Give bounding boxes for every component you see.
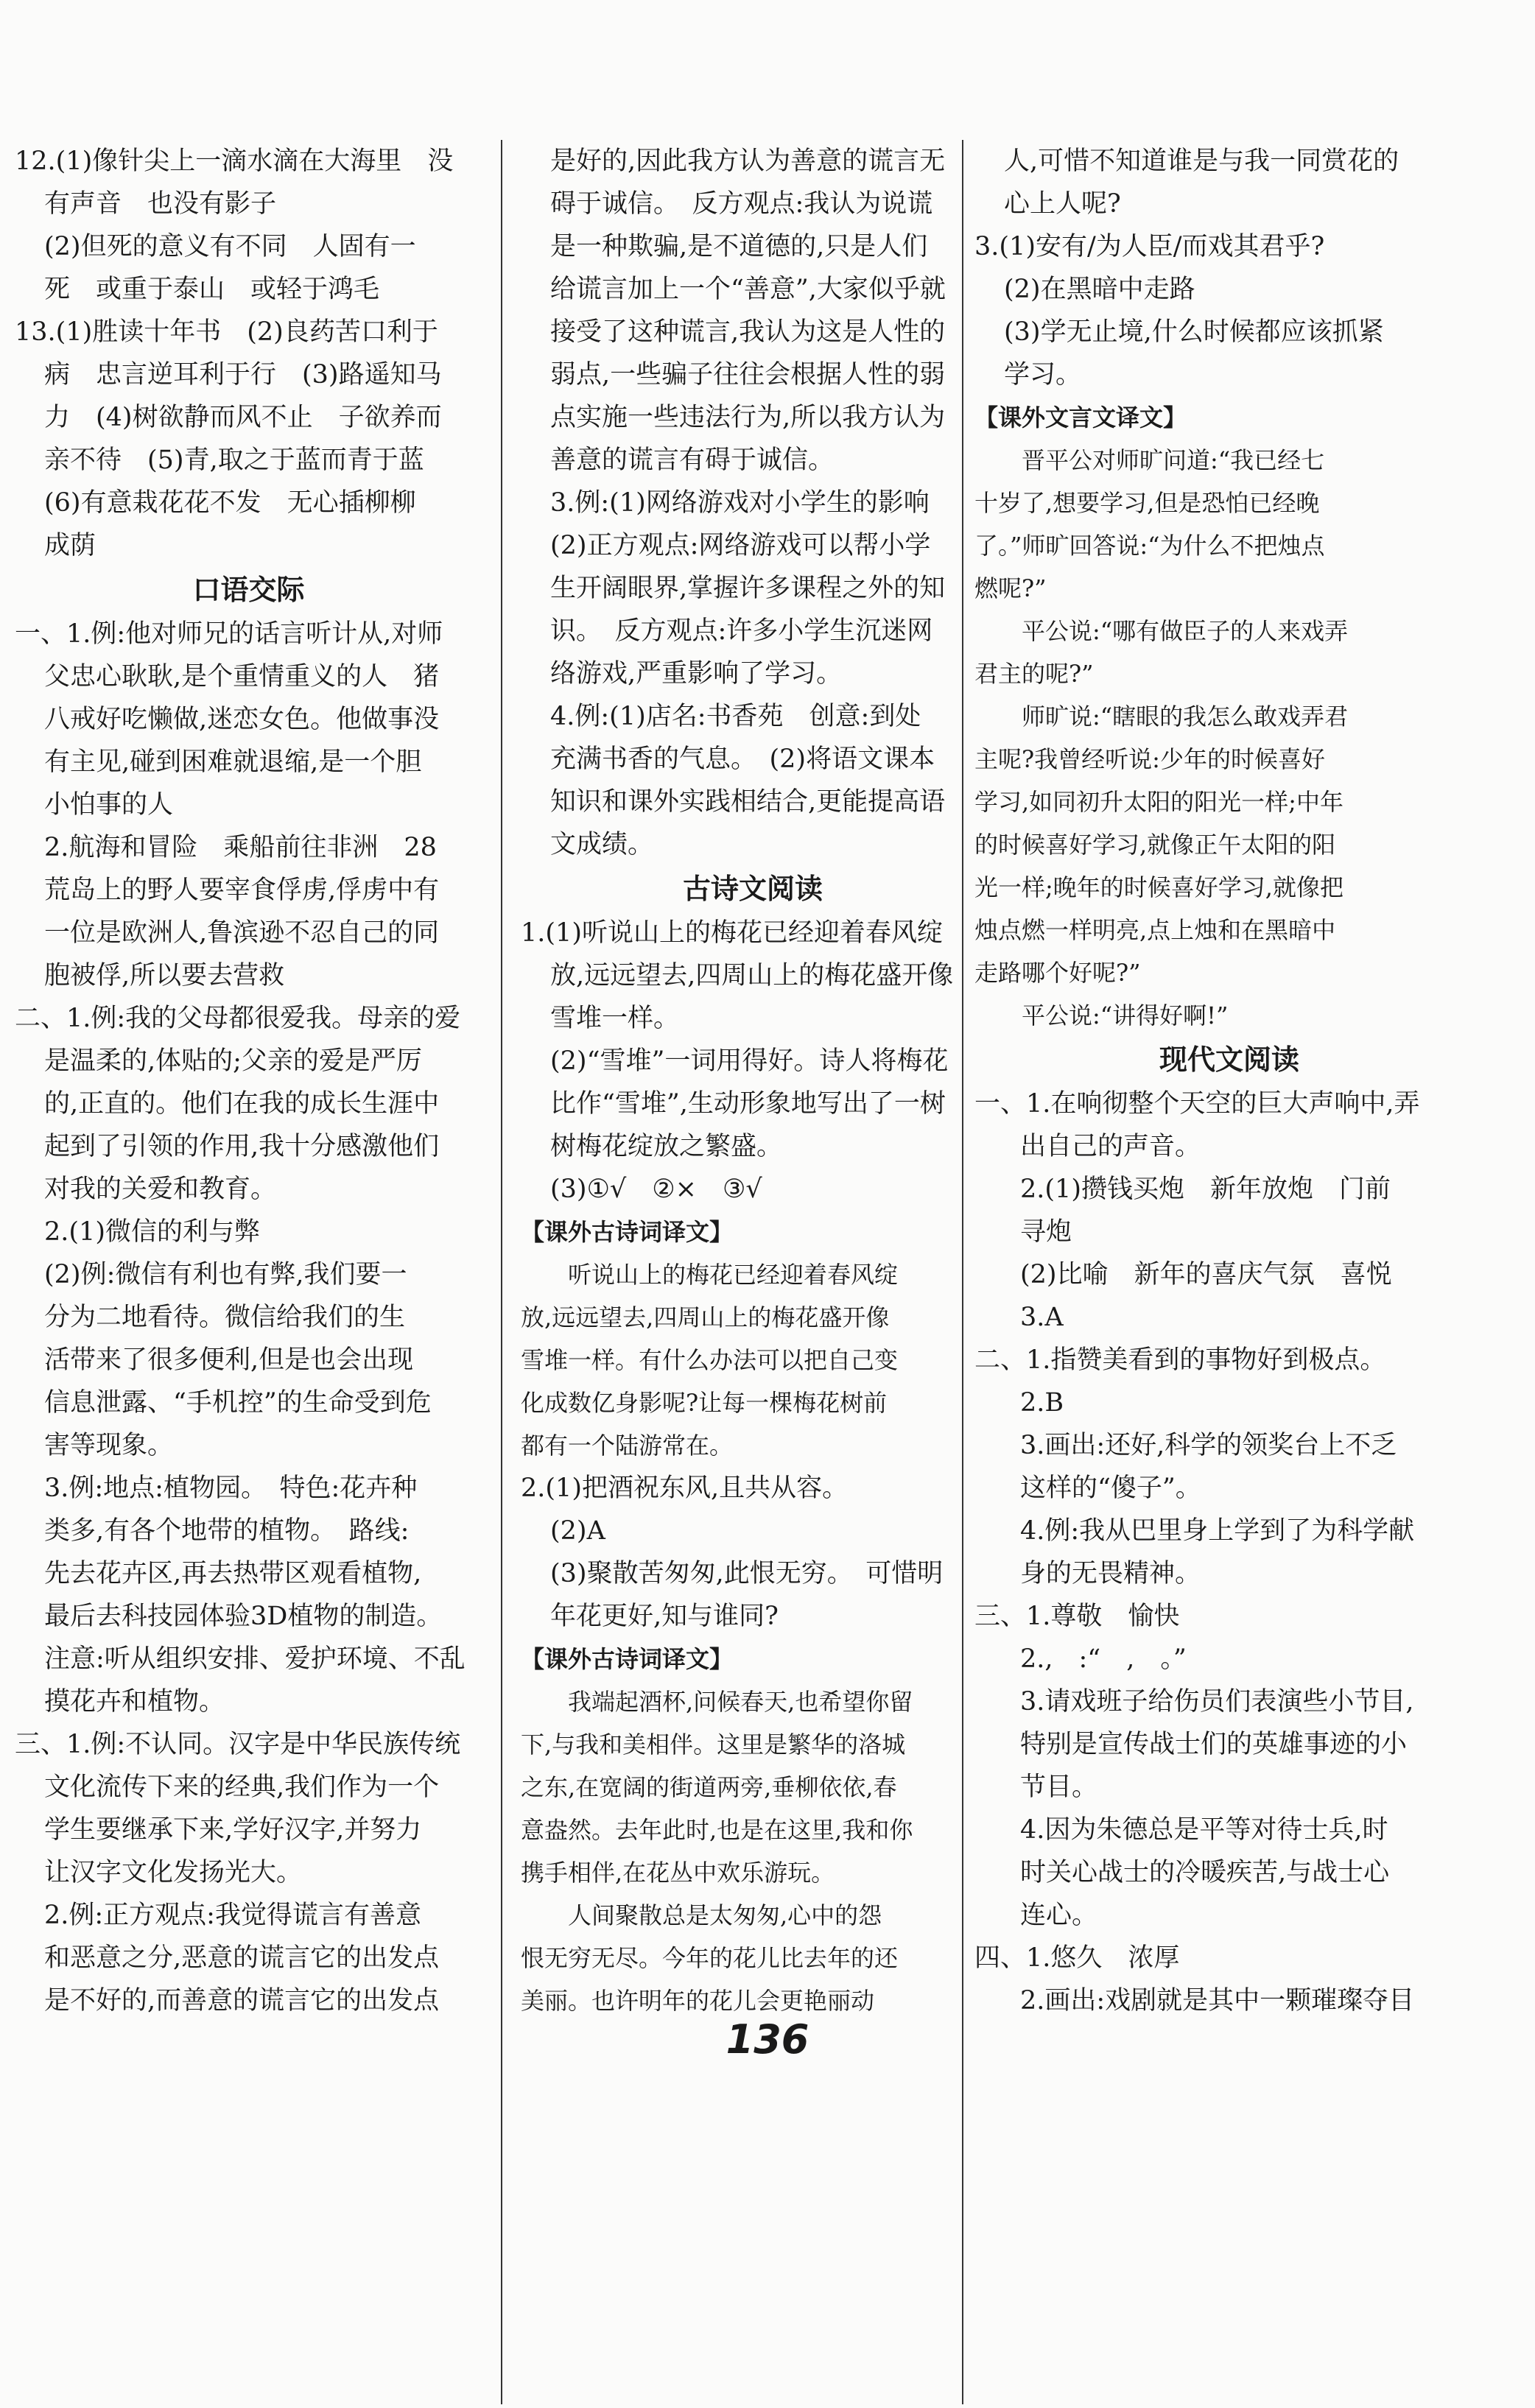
answer-line: 是一种欺骗,是不道德的,只是人们 [550, 232, 928, 261]
answer-line: 活带来了很多便利,但是也会出现 [44, 1345, 414, 1375]
answer-line: 化成数亿身影呢?让每一棵梅花树前 [521, 1389, 888, 1417]
answer-line: 时关心战士的冷暖疾苦,与战士心 [1020, 1858, 1390, 1887]
answer-line: 走路哪个好呢?” [974, 959, 1141, 987]
answer-line: 13.(1)胜读十年书 (2)良药苦口利于 [15, 317, 438, 347]
answer-line: (2)例:微信有利也有弊,我们要一 [44, 1260, 407, 1289]
answer-line: 充满书香的气息。 (2)将语文课本 [550, 744, 935, 774]
answer-line: 的,正直的。他们在我的成长生涯中 [44, 1089, 440, 1119]
translation-tag: 【课外古诗词译文】 [521, 1645, 734, 1673]
answer-line: 三、1.例:不认同。汉字是中华民族传统 [15, 1730, 461, 1759]
answer-line: 弱点,一些骗子往往会根据人性的弱 [550, 360, 946, 390]
answer-line: (3)学无止境,什么时候都应该抓紧 [1004, 317, 1384, 347]
answer-line: (2)“雪堆”一词用得好。诗人将梅花 [550, 1046, 949, 1076]
answer-line: 1.(1)听说山上的梅花已经迎着春风绽 [521, 918, 943, 948]
answer-line: 注意:听从组织安排、爱护环境、不乱 [44, 1644, 466, 1674]
answer-line: 平公说:“哪有做臣子的人来戏弄 [974, 617, 1349, 645]
column-divider [501, 140, 502, 2404]
answer-line: 心上人呢? [1004, 189, 1121, 219]
answer-line: 君主的呢?” [974, 660, 1094, 688]
translation-tag: 【课外古诗词译文】 [521, 1218, 734, 1246]
answer-line: 文成绩。 [550, 830, 654, 859]
answer-column-left [15, 140, 482, 2408]
answer-line: 类多,有各个地带的植物。 路线: [44, 1516, 410, 1546]
answer-line: 燃呢?” [974, 574, 1047, 602]
answer-line: 2.(1)把酒祝东风,且共从容。 [521, 1474, 849, 1503]
answer-line: 年花更好,知与谁同? [550, 1602, 779, 1631]
answer-line: 学习。 [1004, 360, 1082, 390]
answer-line: 听说山上的梅花已经迎着春风绽 [521, 1261, 899, 1289]
answer-line: 我端起酒杯,问候春天,也希望你留 [521, 1688, 913, 1716]
answer-line: 络游戏,严重影响了学习。 [550, 659, 843, 689]
answer-line: 最后去科技园体验3D植物的制造。 [44, 1602, 443, 1631]
answer-line: (2)比喻 新年的喜庆气氛 喜悦 [1020, 1260, 1392, 1289]
translation-tag: 【课外文言文译文】 [974, 404, 1187, 432]
answer-line: 平公说:“讲得好啊!” [974, 1001, 1229, 1029]
answer-line: (6)有意栽花花不发 无心插柳柳 [44, 488, 416, 518]
answer-line: 雪堆一样。 [550, 1004, 680, 1033]
answer-column-right [974, 140, 1484, 2408]
answer-line: 一、1.例:他对师兄的话言听计从,对师 [15, 619, 443, 649]
answer-line: 恨无穷无尽。今年的花儿比去年的还 [521, 1944, 899, 1972]
answer-line: 胞被俘,所以要去营救 [44, 961, 285, 990]
answer-line: 2.画出:戏剧就是其中一颗璀璨夺目 [1020, 1986, 1415, 2016]
answer-line: 亲不待 (5)青,取之于蓝而青于蓝 [44, 446, 424, 475]
answer-line: 2.(1)微信的利与弊 [44, 1217, 260, 1247]
answer-line: 生开阔眼界,掌握许多课程之外的知 [550, 574, 946, 603]
answer-line: 一、1.在响彻整个天空的巨大声响中,弄 [974, 1089, 1420, 1119]
answer-line: (2)正方观点:网络游戏可以帮小学 [550, 531, 931, 560]
answer-line: 二、1.指赞美看到的事物好到极点。 [974, 1345, 1386, 1375]
answer-line: 下,与我和美相伴。这里是繁华的洛城 [521, 1731, 906, 1759]
answer-line: 2.航海和冒险 乘船前往非洲 28 [44, 833, 437, 862]
answer-line: 4.例:(1)店名:书香苑 创意:到处 [550, 702, 921, 731]
answer-line: 先去花卉区,再去热带区观看植物, [44, 1559, 422, 1588]
answer-line: 荒岛上的野人要宰食俘虏,俘虏中有 [44, 876, 440, 905]
answer-line: 比作“雪堆”,生动形象地写出了一树 [550, 1089, 946, 1119]
answer-line: 起到了引领的作用,我十分感激他们 [44, 1132, 440, 1161]
answer-line: 摸花卉和植物。 [44, 1687, 225, 1717]
answer-line: 之东,在宽阔的街道两旁,垂柳依依,春 [521, 1773, 897, 1801]
answer-line: 十岁了,想要学习,但是恐怕已经晚 [974, 489, 1320, 517]
answer-line: 人,可惜不知道谁是与我一同赏花的 [1004, 147, 1399, 176]
section-heading: 古诗文阅读 [682, 873, 823, 905]
section-heading: 口语交际 [192, 574, 305, 606]
answer-line: 这样的“傻子”。 [1020, 1474, 1201, 1503]
answer-line: 师旷说:“瞎眼的我怎么敢戏弄君 [974, 703, 1349, 731]
answer-line: 雪堆一样。有什么办法可以把自己变 [521, 1346, 899, 1374]
answer-line: 放,远远望去,四周山上的梅花盛开像 [521, 1303, 890, 1331]
answer-line: 碍于诚信。 反方观点:我认为说谎 [550, 189, 933, 219]
answer-line: 的时候喜好学习,就像正午太阳的阳 [974, 831, 1336, 859]
answer-line: 3.请戏班子给伤员们表演些小节目, [1020, 1687, 1414, 1717]
answer-line: 是好的,因此我方认为善意的谎言无 [550, 147, 946, 176]
answer-column-middle [521, 140, 985, 2408]
answer-line: 12.(1)像针尖上一滴水滴在大海里 没 [15, 147, 454, 176]
answer-line: 八戒好吃懒做,迷恋女色。他做事没 [44, 705, 440, 734]
answer-line: 2., :“ , 。” [1020, 1644, 1187, 1674]
answer-line: 都有一个陆游常在。 [521, 1432, 734, 1460]
answer-line: (2)在黑暗中走路 [1004, 275, 1195, 304]
answer-line: 三、1.尊敬 愉快 [974, 1602, 1180, 1631]
answer-line: 识。 反方观点:许多小学生沉迷网 [550, 616, 933, 646]
answer-line: 人间聚散总是太匆匆,心中的怨 [521, 1901, 882, 1929]
answer-line: 小怕事的人 [44, 790, 174, 820]
answer-line: 携手相伴,在花丛中欢乐游玩。 [521, 1859, 835, 1887]
answer-line: 是温柔的,体贴的;父亲的爱是严厉 [44, 1046, 422, 1076]
answer-line: 树梅花绽放之繁盛。 [550, 1132, 783, 1161]
answer-line: 接受了这种谎言,我认为这是人性的 [550, 317, 946, 347]
answer-line: 身的无畏精神。 [1020, 1559, 1201, 1588]
answer-line: 美丽。也许明年的花儿会更艳丽动 [521, 1987, 875, 2015]
answer-line: 给谎言加上一个“善意”,大家似乎就 [550, 275, 946, 304]
answer-line: 信息泄露、“手机控”的生命受到危 [44, 1388, 432, 1418]
answer-line: 和恶意之分,恶意的谎言它的出发点 [44, 1943, 440, 1973]
answer-line: 了。”师旷回答说:“为什么不把烛点 [974, 532, 1325, 560]
answer-line: (3)聚散苦匆匆,此恨无穷。 可惜明 [550, 1559, 944, 1588]
answer-line: 对我的关爱和教育。 [44, 1175, 277, 1204]
answer-line: 3.例:(1)网络游戏对小学生的影响 [550, 488, 930, 518]
answer-line: 3.(1)安有/为人臣/而戏其君乎? [974, 232, 1325, 261]
answer-line: 是不好的,而善意的谎言它的出发点 [44, 1986, 440, 2016]
answer-line: 4.例:我从巴里身上学到了为科学献 [1020, 1516, 1415, 1546]
answer-line: (2)A [550, 1516, 605, 1546]
answer-line: (2)但死的意义有不同 人固有一 [44, 232, 416, 261]
answer-line: 点实施一些违法行为,所以我方认为 [550, 403, 946, 432]
answer-line: 让汉字文化发扬光大。 [44, 1858, 303, 1887]
answer-line: 有声音 也没有影子 [44, 189, 277, 219]
answer-line: 主呢?我曾经听说:少年的时候喜好 [974, 745, 1325, 773]
answer-line: 节目。 [1020, 1772, 1098, 1802]
page-number: 136 [726, 2016, 809, 2063]
answer-line: 二、1.例:我的父母都很爱我。母亲的爱 [15, 1004, 461, 1033]
column-divider [962, 140, 963, 2404]
answer-line: 特别是宣传战士们的英雄事迹的小 [1020, 1730, 1408, 1759]
answer-line: 连心。 [1020, 1901, 1098, 1930]
answer-line: 力 (4)树欲静而风不止 子欲养而 [44, 403, 442, 432]
answer-line: 光一样;晚年的时候喜好学习,就像把 [974, 873, 1343, 901]
answer-line: (3)①√ ②× ③√ [550, 1175, 762, 1204]
answer-line: 2.B [1020, 1388, 1064, 1418]
answer-line: 文化流传下来的经典,我们作为一个 [44, 1772, 440, 1802]
answer-line: 2.例:正方观点:我觉得谎言有善意 [44, 1901, 421, 1930]
answer-line: 4.因为朱德总是平等对待士兵,时 [1020, 1815, 1388, 1845]
answer-line: 四、1.悠久 浓厚 [974, 1943, 1180, 1973]
answer-line: 3.例:地点:植物园。 特色:花卉种 [44, 1474, 418, 1503]
answer-line: 知识和课外实践相结合,更能提高语 [550, 787, 946, 817]
answer-line: 一位是欧洲人,鲁滨逊不忍自己的同 [44, 918, 440, 948]
answer-line: 害等现象。 [44, 1431, 174, 1460]
answer-line: 放,远远望去,四周山上的梅花盛开像 [550, 961, 954, 990]
answer-line: 寻炮 [1020, 1217, 1072, 1247]
answer-line: 死 或重于泰山 或轻于鸿毛 [44, 275, 380, 304]
answer-line: 分为二地看待。微信给我们的生 [44, 1303, 406, 1332]
answer-line: 学生要继承下来,学好汉字,并努力 [44, 1815, 422, 1845]
answer-line: 意盎然。去年此时,也是在这里,我和你 [521, 1816, 913, 1844]
answer-line: 学习,如同初升太阳的阳光一样;中年 [974, 788, 1343, 816]
answer-line: 3.画出:还好,科学的领奖台上不乏 [1020, 1431, 1397, 1460]
answer-line: 晋平公对师旷问道:“我已经七 [974, 446, 1325, 474]
section-heading: 现代文阅读 [1159, 1043, 1299, 1076]
answer-line: 3.A [1020, 1303, 1064, 1332]
answer-line: 父忠心耿耿,是个重情重义的人 猪 [44, 662, 440, 691]
answer-line: 出自己的声音。 [1020, 1132, 1201, 1161]
answer-line: 2.(1)攒钱买炮 新年放炮 门前 [1020, 1175, 1391, 1204]
answer-line: 病 忠言逆耳利于行 (3)路遥知马 [44, 360, 442, 390]
answer-line: 善意的谎言有碍于诚信。 [550, 446, 835, 475]
answer-line: 有主见,碰到困难就退缩,是一个胆 [44, 747, 422, 777]
answer-line: 成荫 [44, 531, 96, 560]
answer-line: 烛点燃一样明亮,点上烛和在黑暗中 [974, 916, 1336, 944]
